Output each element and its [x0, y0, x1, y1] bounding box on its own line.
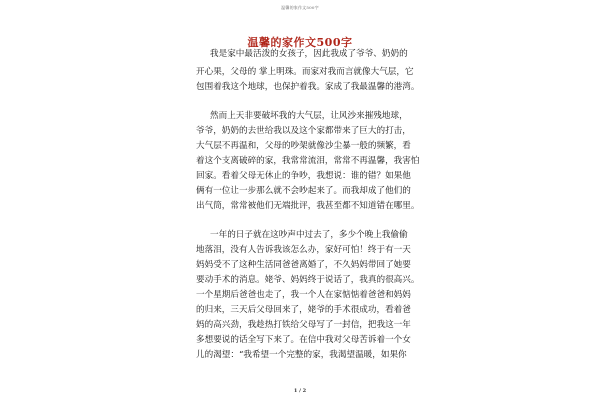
text-line: 地落泪，没有人告诉我该怎么办，家好可怕！终于有一天: [196, 245, 411, 255]
text-line: 的归来，三天后父母回来了，姥爷的手术很成功，看着爸: [196, 305, 411, 315]
text-line: 然而上天非要破坏我的大气层，让风沙来摧残地球，: [210, 111, 408, 121]
text-line: 多想要说的话全写下来了。在信中我对父母苦诉着一个女: [196, 335, 411, 345]
text-line: 一个星期后爸爸也走了，我一个人在家惦惦着爸爸和妈妈: [196, 290, 411, 300]
running-header: 温馨的家作文500字: [281, 5, 319, 10]
text-line: 包围着我这个地球，也保护着我。家成了我最温馨的港湾。: [196, 82, 420, 92]
text-line: 妈的高兴劲，我趁热打铁给父母写了一封信，把我这一年: [196, 320, 411, 330]
document-title: 温馨的家作文500字: [247, 36, 353, 49]
text-line: 要动手术的消息。姥爷、妈妈终于说话了，我真的很高兴。: [196, 275, 420, 285]
text-line: 儿的渴望：“我希望一个完整的家，我渴望温暖，如果你: [196, 350, 407, 360]
text-line: 开心果，父母的 掌上明珠。而家对我而言就像大气层，它: [196, 67, 414, 77]
text-line: 回家。看着父母无休止的争吵，我想说：谁的错？如果他: [196, 171, 411, 181]
text-line: 大气层不再温和，父母的吵架就像沙尘暴一般的频繁，看: [196, 141, 411, 151]
text-line: 着这个支离破碎的家，我常常流泪，常常不再温馨，我害怕: [196, 156, 420, 166]
text-line: 爷爷，奶奶的去世给我以及这个家都带来了巨大的打击，: [196, 126, 411, 136]
text-line: 我是家中最活泼的女孩子，因此我成了爷爷、奶奶的: [210, 49, 408, 59]
text-line: 出气筒，常常被他们无端批评，我甚至都不知道错在哪里。: [196, 201, 420, 211]
text-line: 妈妈受不了这种生活同爸爸离婚了，不久妈妈带回了她要: [196, 260, 411, 270]
text-line: 俩有一位让一步那么就不会吵起来了。而我却成了他们的: [196, 186, 411, 196]
text-line: 一年的日子就在这吵声中过去了，多少个晚上我偷偷: [210, 230, 408, 240]
page-number: 1 / 2: [293, 388, 307, 394]
